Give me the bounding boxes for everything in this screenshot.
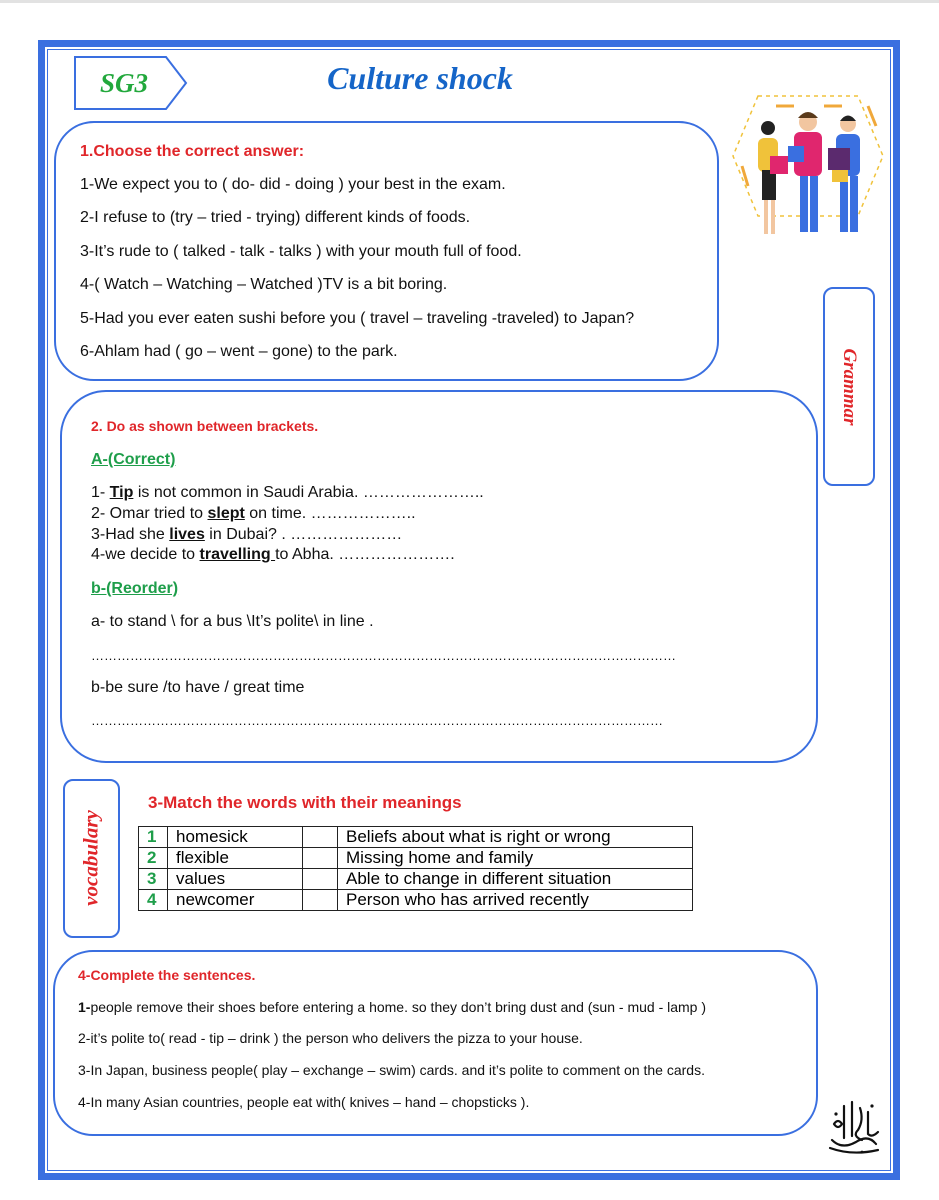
section1-heading: 1.Choose the correct answer: [80,143,305,160]
correct-item-4: 4-we decide to travelling to Abha. …………………. [91,546,455,563]
match-number: 2 [139,848,168,869]
part-a-label: A-(Correct) [91,451,176,468]
match-blank[interactable] [303,848,338,869]
section3-heading: 3-Match the words with their meanings [148,793,462,812]
match-blank[interactable] [303,827,338,848]
question-1-5: 5-Had you ever eaten sushi before you ( travel – traveling -traveled) to Japan? [80,310,635,327]
table-row [139,827,693,848]
grammar-tab-label: Grammar [839,348,860,426]
question-1-2: 2-I refuse to (try – tried - trying) different kinds of foods. [80,209,471,226]
part-b-label: b-(Reorder) [91,580,179,597]
question-1-6: 6-Ahlam had ( go – went – gone) to the park. [80,343,398,360]
question-1-4: 4-( Watch – Watching – Watched )TV is a bit boring. [80,276,448,293]
reorder-item-a: a- to stand \ for a bus \It’s polite\ in line . [91,613,374,630]
complete-item-4: 4-In many Asian countries, people eat with( knives – hand – chopsticks ). [78,1094,530,1110]
complete-item-1: 1-people remove their shoes before entering a home. so they don’t bring dust and (sun - mud - lamp ) [78,999,707,1015]
question-1-3: 3-It’s rude to ( talked - talk - talks ) with your mouth full of food. [80,243,522,260]
reorder-item-b: b-be sure /to have / great time [91,679,305,696]
correct-item-2: 2- Omar tried to slept on time. ……………….. [91,505,416,522]
match-word: newcomer [168,890,303,911]
team-puzzle-illustration [728,66,888,238]
correct-item-3: 3-Had she lives in Dubai? . ………………… [91,526,403,543]
top-edge-line [0,0,939,3]
match-number: 1 [139,827,168,848]
match-word: flexible [168,848,303,869]
table-row [139,869,693,890]
reorder-answer-line-b[interactable]: …………………………………………………………………………………………………………………… [91,713,663,728]
match-number: 4 [139,890,168,911]
sg3-badge-label: SG3 [99,68,148,98]
page-title: Culture shock [327,60,513,96]
question-1-1: 1-We expect you to ( do- did - doing ) your best in the exam. [80,176,506,193]
match-blank[interactable] [303,890,338,911]
complete-item-2: 2-it’s polite to( read - tip – drink ) the person who delivers the pizza to your house. [78,1030,583,1046]
match-word: values [168,869,303,890]
table-row [139,848,693,869]
reorder-answer-line-a[interactable]: ……………………………………………………………………………………………………………………… [91,648,676,663]
match-meaning: Able to change in different situation [338,869,693,890]
complete-item-3: 3-In Japan, business people( play – exchange – swim) cards. and it’s polite to comment on the cards. [78,1062,705,1078]
section4-heading: 4-Complete the sentences. [78,967,256,983]
correct-item-1: 1- Tip is not common in Saudi Arabia. ………………….. [91,484,484,501]
section2-heading: 2. Do as shown between brackets. [91,418,319,434]
calligraphy-emblem [822,1094,886,1158]
match-meaning: Person who has arrived recently [338,890,693,911]
match-meaning: Beliefs about what is right or wrong [338,827,693,848]
match-blank[interactable] [303,869,338,890]
section2-box [60,390,818,763]
match-meaning: Missing home and family [338,848,693,869]
match-number: 3 [139,869,168,890]
match-word: homesick [168,827,303,848]
vocabulary-tab-label: vocabulary [78,810,103,906]
match-table [138,826,693,911]
table-row [139,890,693,911]
